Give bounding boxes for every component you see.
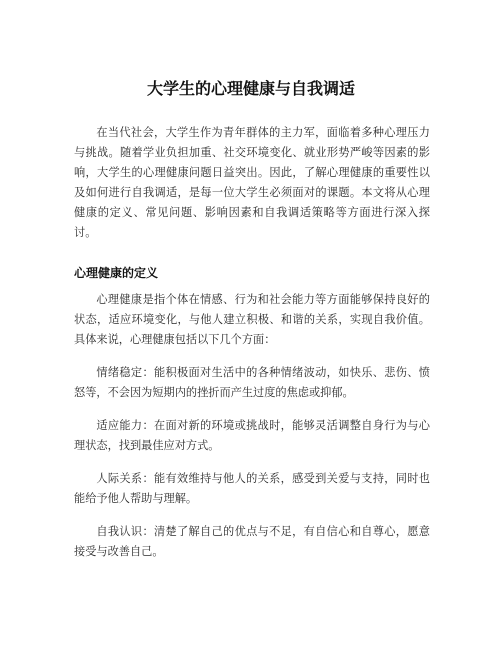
section-heading-definition: 心理健康的定义	[74, 266, 159, 280]
page-title: 大学生的心理健康与自我调适	[146, 79, 355, 98]
interpersonal-paragraph: 人际关系：能有效维持与他人的关系，感受到关爱与支持，同时也能给予他人帮助与理解。	[74, 472, 430, 505]
emotional-stability-paragraph: 情绪稳定：能积极面对生活中的各种情绪波动，如快乐、悲伤、愤怒等，不会因为短期内的挫折而产生过度的焦虑或抑郁。	[74, 366, 430, 399]
adaptability-paragraph: 适应能力：在面对新的环境或挑战时，能够灵活调整自身行为与心理状态，找到最佳应对方式。	[74, 419, 430, 452]
definition-paragraph: 心理健康是指个体在情感、行为和社会能力等方面能够保持良好的状态，适应环境变化，与他人建立积极、和谐的关系，实现自我价值。具体来说，心理健康包括以下几个方面：	[74, 293, 430, 346]
intro-paragraph: 在当代社会，大学生作为青年群体的主力军，面临着多种心理压力与挑战。随着学业负担加重、社交环境变化、就业形势严峻等因素的影响，大学生的心理健康问题日益突出。因此，了解心理健康的重要性以及如何进行自我调适，是每一位大学生必须面对的课题。本文将从心理健康的定义、常见问题、影响因素和自我调适策略等方面进行深入探讨。	[74, 126, 430, 239]
self-awareness-paragraph: 自我认识：清楚了解自己的优点与不足，有自信心和自尊心，愿意接受与改善自己。	[74, 525, 430, 558]
